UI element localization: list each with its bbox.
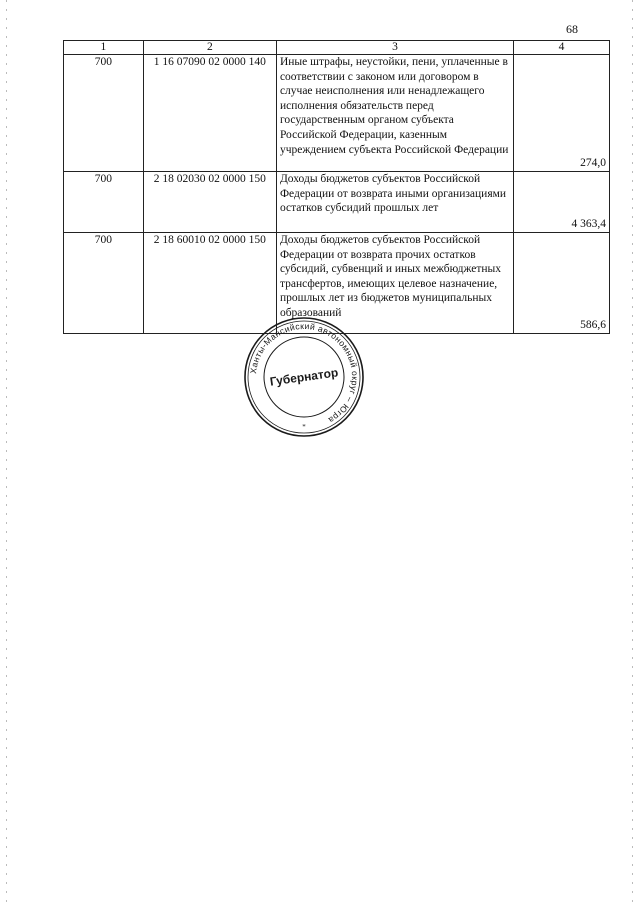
column-header: 2	[143, 41, 276, 55]
classification-code-cell: 2 18 60010 02 0000 150	[143, 233, 276, 334]
scan-edge-right	[632, 0, 633, 905]
amount-cell: 4 363,4	[514, 172, 610, 233]
table-header-row	[64, 41, 610, 55]
admin-code-cell: 700	[64, 233, 144, 334]
seal-ring-text: Ханты-Мансийский автономный округ – Югра	[248, 320, 361, 426]
table-row	[64, 172, 610, 233]
admin-code-cell: 700	[64, 55, 144, 172]
description-cell: Доходы бюджетов субъектов Российской Федерации от возврата прочих остатков субсидий, субвенций и иных межбюджетных трансфертов, имеющих целевое назначение, прошлых лет из бюджетов муниципальных образований	[276, 233, 513, 334]
scan-edge-left	[6, 0, 7, 905]
admin-code-cell: 700	[64, 172, 144, 233]
description-cell: Доходы бюджетов субъектов Российской Федерации от возврата иными организациями остатков субсидий прошлых лет	[276, 172, 513, 233]
column-header: 1	[64, 41, 144, 55]
classification-code-cell: 1 16 07090 02 0000 140	[143, 55, 276, 172]
table-row	[64, 55, 610, 172]
amount-cell: 274,0	[514, 55, 610, 172]
seal-star-icon: *	[302, 423, 306, 431]
column-header: 4	[514, 41, 610, 55]
governor-seal	[243, 316, 365, 438]
page-number: 68	[566, 22, 578, 36]
classification-code-cell: 2 18 02030 02 0000 150	[143, 172, 276, 233]
column-header: 3	[276, 41, 513, 55]
revenue-table	[63, 40, 610, 334]
description-cell: Иные штрафы, неустойки, пени, уплаченные в соответствии с законом или договором в случае неисполнения или ненадлежащего исполнения обязательств перед государственным органом субъекта Российской Федерации, казенным учреждением субъекта Российской Федерации	[276, 55, 513, 172]
seal-center-text: Губернатор	[268, 365, 340, 389]
amount-cell: 586,6	[514, 233, 610, 334]
